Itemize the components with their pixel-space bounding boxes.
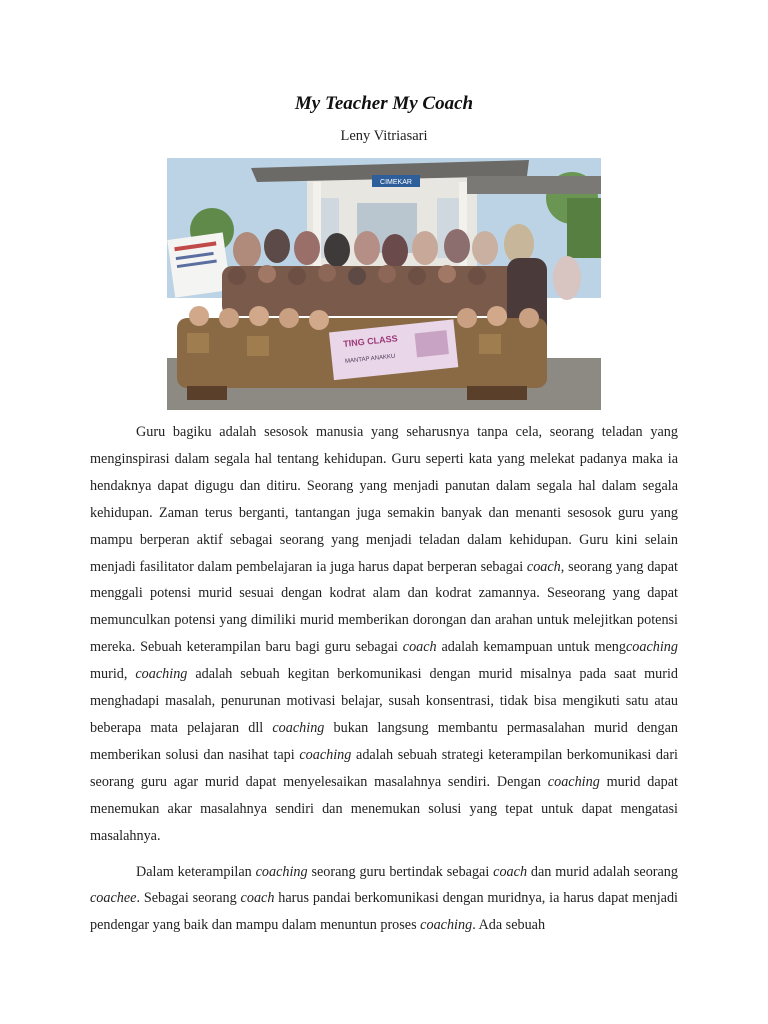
text-run: Guru bagiku adalah sesosok manusia yang seharusnya tanpa cela, seorang teladan yang menginspirasi dalam segala hal tentang kehidupan. Guru seperti kata yang melekat padanya maka ia hendaknya dapat digugu dan ditiru. Seorang yang menjadi panutan dalam segala hal dalam segala kehidupan. Zaman terus berganti, tantangan juga semakin banyak dan menanti sesosok guru yang mampu berperan aktif sebagai seorang yang menjadi teladan dalam kehidupan. Guru kini selain menjadi fasilitator dalam pembelajaran ia juga harus dapat berperan sebagai [90,424,678,575]
text-run: harus pandai berkomunikasi dengan muridnya, ia harus dapat menjadi pendengar yang baik dan mampu dalam menuntun proses [90,890,678,934]
paragraph [90,859,678,940]
text-run: murid, [90,666,136,683]
italic-term: coachee [90,890,137,907]
italic-term: coaching [625,639,678,656]
station-sign-text: CIMEKAR [380,179,412,186]
italic-term: coaching [420,917,473,934]
author-name: Leny Vitriasari [340,128,428,144]
text-run: adalah sebuah strategi keterampilan berkomunikasi dari seorang guru agar murid dapat menyelesaikan masalahnya sendiri. Dengan [90,746,678,790]
italic-term: coaching [272,719,325,736]
italic-term: coaching [299,746,352,763]
italic-term: coach [493,863,528,880]
front-banner-subtext: MANTAP ANAKKU [344,353,396,365]
text-run: seorang guru bertindak sebagai [307,863,494,880]
text-run: . Sebagai seorang [136,890,241,907]
paragraph [90,419,678,850]
text-run: adalah sebuah kegitan berkomunikasi dengan murid misalnya pada saat murid menghadapi masalah, penurunan motivasi belajar, susah konsentrasi, tidak bisa mengikuti satu atau beberapa mata pelajaran dll [90,666,679,736]
text-run: murid dapat menemukan akar masalahnya sendiri dan menemukan solusi yang tepat untuk dapat mengatasi masalahnya. [90,773,678,844]
text-run: dan murid adalah seorang [527,863,678,880]
italic-term: coach [402,639,437,656]
italic-term: coaching [547,773,600,790]
italic-term: coaching [255,863,308,880]
text-run: . Ada sebuah [472,917,546,934]
italic-term: coach [240,890,275,907]
text-run: Dalam keterampilan [136,863,256,880]
group-photo-illustration [167,158,601,410]
italic-term: coach [526,558,561,575]
text-run: adalah kemampuan untuk meng [436,639,626,656]
text-run: bukan langsung membantu permasalahan murid dengan memberikan solusi dan nasihat tapi [90,719,678,763]
group-photo [167,158,601,410]
italic-term: coaching [135,666,188,683]
document-title: My Teacher My Coach [294,93,474,114]
front-banner-text: TING CLASS [342,333,399,349]
text-run: , seorang yang dapat menggali potensi murid sesuai dengan kodrat alam dan kodrat zamannya. Seseorang yang dapat memunculkan potensi yang dimiliki murid memberikan dorongan dan arahan untuk melejitkan potensi mereka. Sebuah keterampilan baru bagi guru sebagai [90,558,678,656]
article-body [90,419,678,939]
